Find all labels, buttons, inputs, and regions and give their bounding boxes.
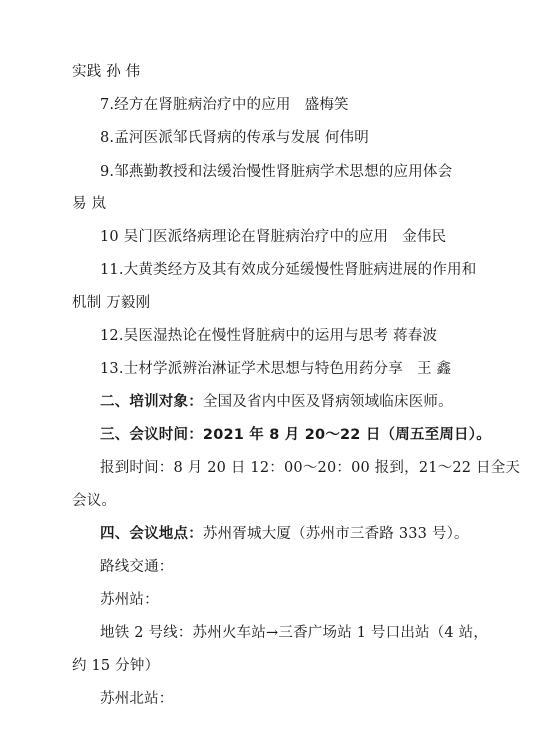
agenda-item-7 [100, 95, 349, 115]
agenda-item-13 [100, 359, 451, 379]
section-text: 苏州胥城大厦（苏州市三香路 333 号）。 [202, 526, 469, 542]
agenda-item-13-speaker: 王 鑫 [416, 361, 452, 377]
route-metro-2: 地铁 2 号线：苏州火车站→三香广场站 1 号口出站（4 站， [100, 625, 489, 641]
agenda-item-13-title: 13.士材学派辨治淋证学术思想与特色用药分享 [100, 361, 403, 377]
section-text: 全国及省内中医及肾病领域临床医师。 [202, 394, 453, 410]
station-suzhou-north: 苏州北站： [100, 691, 174, 707]
agenda-item-12: 12.吴医湿热论在慢性肾脏病中的运用与思考 蒋春波 [100, 328, 438, 344]
agenda-item-10 [100, 227, 446, 247]
route-heading: 路线交通： [100, 559, 174, 575]
agenda-item-11-cont: 机制 万毅刚 [72, 295, 151, 311]
agenda-item-10-speaker: 金伟民 [402, 229, 447, 245]
agenda-item-9-speaker: 易 岚 [72, 196, 107, 212]
section-heading: 四、会议地点： [100, 526, 203, 542]
section-meeting-time: 三、会议时间：2021 年 8 月 20～22 日（周五至周日）。 [100, 427, 491, 443]
agenda-item-7-speaker: 盛梅笑 [304, 97, 349, 113]
agenda-item-10-title: 10 吴门医派络病理论在肾脏病治疗中的应用 [100, 229, 389, 245]
agenda-item-8: 8.孟河医派邹氏肾病的传承与发展 何伟明 [100, 130, 369, 146]
station-suzhou: 苏州站： [100, 592, 159, 608]
report-time: 报到时间：8 月 20 日 12：00～20：00 报到，21～22 日全天 [100, 460, 521, 476]
section-heading: 二、培训对象： [100, 394, 203, 410]
agenda-item-7-title: 7.经方在肾脏病治疗中的应用 [100, 97, 291, 113]
agenda-item-9: 9.邹燕勤教授和法缓治慢性肾脏病学术思想的应用体会 [100, 164, 453, 180]
route-metro-2-cont: 约 15 分钟） [72, 658, 160, 674]
report-time-cont: 会议。 [72, 493, 117, 509]
text-line-speaker: 实践 孙 伟 [72, 64, 141, 80]
section-meeting-venue [100, 524, 469, 544]
agenda-item-11: 11.大黄类经方及其有效成分延缓慢性肾脏病进展的作用和 [100, 262, 477, 278]
section-training-target [100, 392, 453, 412]
